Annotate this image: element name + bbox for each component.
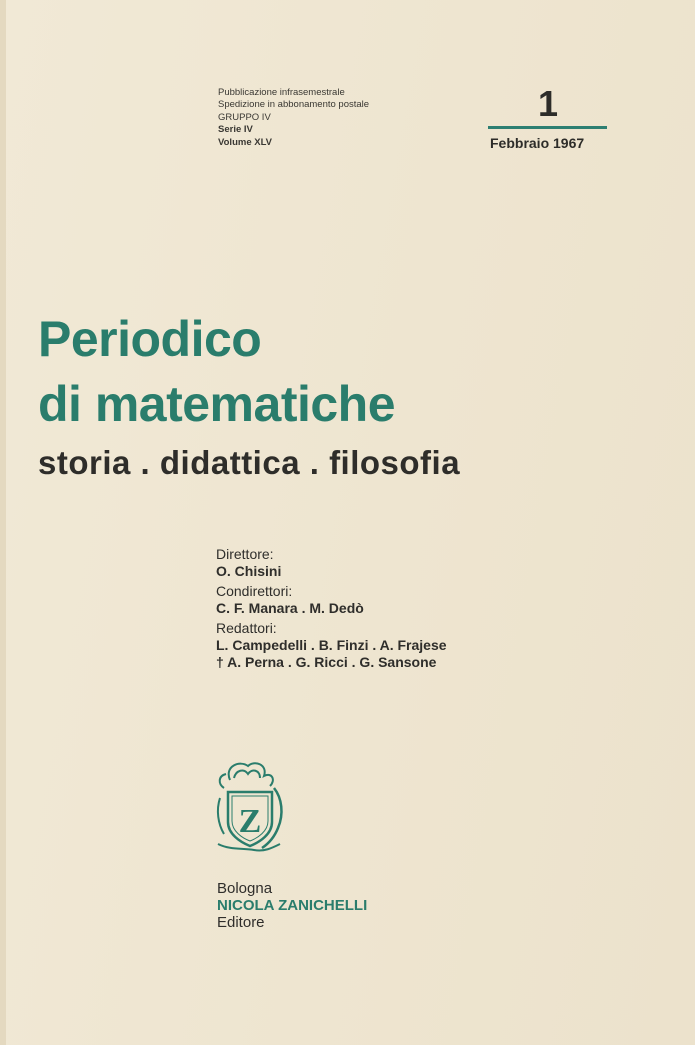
publisher-name: NICOLA ZANICHELLI bbox=[217, 897, 368, 914]
editorial-staff bbox=[216, 543, 447, 671]
codirectors-label: Condirettori: bbox=[216, 583, 293, 599]
volume-line: Volume XLV bbox=[218, 136, 273, 148]
codirectors-names: C. F. Manara . M. Dedò bbox=[216, 600, 364, 616]
publisher-city: Bologna bbox=[217, 880, 273, 897]
pubinfo-line: GRUPPO IV bbox=[218, 111, 271, 123]
issue-date: Febbraio 1967 bbox=[490, 135, 585, 151]
editors-names-line1: L. Campedelli . B. Finzi . A. Frajese bbox=[216, 637, 447, 653]
journal-subtitle: storia . didattica . filosofia bbox=[38, 444, 461, 481]
pubinfo-line: Spedizione in abbonamento postale bbox=[218, 99, 370, 111]
publisher-block bbox=[217, 880, 367, 931]
publication-info bbox=[218, 87, 369, 149]
publisher-role: Editore bbox=[217, 914, 265, 931]
director-label: Direttore: bbox=[216, 546, 274, 562]
pubinfo-line: Pubblicazione infrasemestrale bbox=[218, 87, 345, 98]
issue-divider bbox=[488, 126, 607, 129]
logo-letter: Z bbox=[238, 803, 262, 840]
editors-label: Redattori: bbox=[216, 620, 277, 636]
publisher-logo-emblem bbox=[210, 758, 290, 853]
issue-number: 1 bbox=[537, 83, 559, 124]
journal-title-line1: Periodico bbox=[38, 311, 262, 367]
page-edge bbox=[0, 0, 6, 1045]
journal-title-line2: di matematiche bbox=[38, 376, 396, 432]
director-name: O. Chisini bbox=[216, 563, 282, 579]
editors-names-line2: † A. Perna . G. Ricci . G. Sansone bbox=[216, 654, 437, 670]
series-line: Serie IV bbox=[218, 124, 253, 136]
